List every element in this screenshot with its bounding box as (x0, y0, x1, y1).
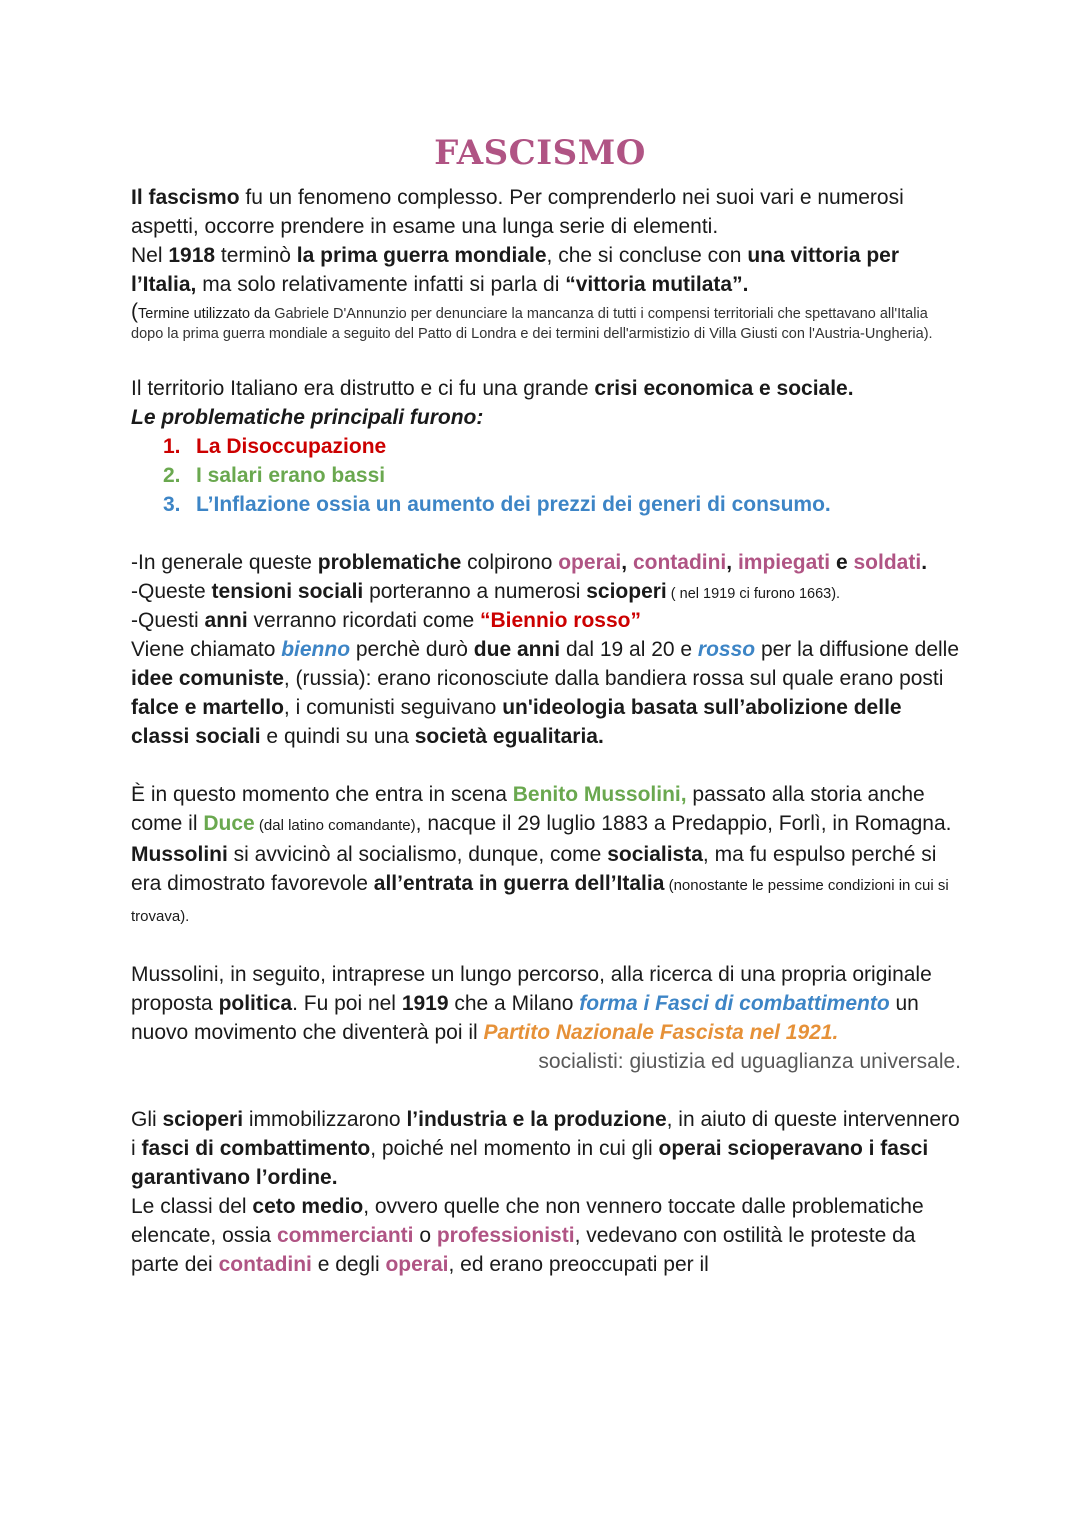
text-orange-italic: Partito Nazionale Fascista nel 1921. (483, 1021, 839, 1044)
paragraph-intro (131, 183, 961, 241)
note-vittoria-mutilata (131, 302, 961, 344)
text-pink: soldati (853, 551, 922, 574)
text-bold: scioperi (162, 1108, 244, 1131)
text-bold: socialista (607, 843, 703, 866)
text-small: ( nel 1919 ci furono 1663). (666, 586, 841, 602)
spacer (131, 751, 961, 780)
text: Gabriele D'Annunzio per denunciare la mancanza di tutti i compensi territoriali che spettavano all'Italia dopo la prima guerra mondiale a seguito del Patto di Londra e dei termini dell'armistizio di Villa Giusti con l'Austria-Ungheria). (131, 306, 933, 342)
text-bold: falce e martello (131, 696, 284, 719)
text-bold: idee comuniste (131, 667, 284, 690)
text: perchè durò (350, 638, 474, 661)
list-number: 3. (163, 493, 181, 516)
text-bold: fasci di combattimento (141, 1137, 371, 1160)
paragraph-ww1 (131, 241, 961, 299)
text: fu un fenomeno complesso. Per comprenderlo nei suoi vari e numerosi aspetti, occorre prendere in esame una lunga serie di elementi. (131, 186, 904, 238)
text-small: (dal latino comandante) (254, 817, 416, 834)
paragraph-affected (131, 548, 961, 577)
text-pink: impiegati (737, 551, 831, 574)
text: che a Milano (448, 992, 580, 1015)
paragraph-fasci (131, 960, 961, 1047)
text: e quindi su una (260, 725, 415, 748)
text-bold: anni (204, 609, 248, 632)
text: per la diffusione delle (755, 638, 960, 661)
spacer (131, 344, 961, 374)
text: , nacque il 29 luglio 1883 a Predappio, Forlì, in Romagna. (415, 812, 952, 835)
text-bold: tensioni sociali (211, 580, 364, 603)
text: Termine utilizzato da (138, 306, 271, 322)
page-title: FASCISMO (434, 133, 646, 173)
text-bold: . (921, 551, 928, 574)
text: o (413, 1224, 437, 1247)
text: È in questo momento che entra in scena (131, 783, 513, 806)
list-number: 2. (163, 464, 181, 487)
text-bold: crisi economica e sociale. (594, 377, 854, 400)
text: , vedevano con ostilità le proteste da parte dei (131, 1224, 916, 1276)
list-text: La Disoccupazione (196, 435, 387, 458)
list-text: L’Inflazione ossia un aumento dei prezzi dei generi di consumo. (196, 493, 831, 516)
paragraph-mussolini-socialism (131, 840, 961, 931)
text: terminò (215, 244, 297, 267)
list-item (163, 461, 961, 490)
text: , ed erano preoccupati per il (448, 1253, 709, 1276)
text-pink: operai (385, 1253, 449, 1276)
text-green: Benito Mussolini, (512, 783, 687, 806)
side-note-socialisti: socialisti: giustizia ed uguaglianza universale. (538, 1050, 961, 1073)
text: , i comunisti seguivano (283, 696, 503, 719)
text-bold: Mussolini (131, 843, 228, 866)
text-bold: e (830, 551, 854, 574)
text-bold: problematiche (317, 551, 462, 574)
text: si avvicinò al socialismo, dunque, come (227, 843, 608, 866)
text-bold: società egualitaria. (414, 725, 604, 748)
text-green: Duce (203, 812, 255, 835)
text-bold: la prima guerra mondiale (296, 244, 547, 267)
spacer (131, 1076, 961, 1105)
list-text: I salari erano bassi (196, 464, 386, 487)
text-pink: contadini (218, 1253, 312, 1276)
text-bold: , (621, 551, 633, 574)
text: dal 19 al 20 e (560, 638, 698, 661)
text: passato alla storia anche come il (131, 783, 925, 835)
text: -Questi (131, 609, 205, 632)
text-bold: due anni (473, 638, 561, 661)
text: , che si concluse con (546, 244, 748, 267)
paragraph-ceto-medio (131, 1192, 961, 1279)
text: Viene chiamato (131, 638, 282, 661)
paragraph-strikes (131, 577, 961, 606)
text: , poiché nel momento in cui gli (370, 1137, 659, 1160)
text: , ovvero quelle che non vennero toccate dalle problematiche elencate, ossia (131, 1195, 924, 1247)
text: -Queste (131, 580, 212, 603)
text-blue-italic: forma i Fasci di combattimento (579, 992, 890, 1015)
text: e degli (311, 1253, 386, 1276)
paragraph-mussolini-intro (131, 780, 961, 840)
text-bold: politica (218, 992, 293, 1015)
text-bold: un'ideologia basata sull’abolizione delle classi sociali (131, 696, 902, 748)
text: Mussolini, in seguito, intraprese un lungo percorso, alla ricerca di una propria originale proposta (131, 963, 932, 1015)
text-bold: , (726, 551, 738, 574)
text: Il territorio Italiano era distrutto e ci fu una grande (131, 377, 595, 400)
text: verranno ricordati come (247, 609, 480, 632)
text-pink: operai (558, 551, 622, 574)
text-bold: 1918 (168, 244, 216, 267)
text: colpirono (461, 551, 559, 574)
text: ma solo relativamente infatti si parla di (196, 273, 566, 296)
text-blue-italic: rosso (697, 638, 756, 661)
paragraph-strikes-order (131, 1105, 961, 1192)
text: , ma fu espulso perché si era dimostrato favorevole (131, 843, 937, 895)
problems-heading: Le problematiche principali furono: (131, 406, 484, 429)
text-small: (nonostante le pessime condizioni in cui si trovava). (131, 877, 949, 925)
text-bold: l’industria e la produzione (406, 1108, 667, 1131)
text-bold: 1919 (401, 992, 449, 1015)
paragraph-biennio (131, 606, 961, 635)
text: Gli (131, 1108, 163, 1131)
text-pink: professionisti (436, 1224, 575, 1247)
list-item (163, 432, 961, 461)
list-item (163, 490, 961, 519)
text-bold: all’entrata in guerra dell’Italia (373, 872, 665, 895)
text: porteranno a numerosi (363, 580, 587, 603)
spacer (131, 931, 961, 960)
spacer (131, 519, 961, 548)
text: ( (131, 300, 138, 323)
list-number: 1. (163, 435, 181, 458)
text-red: “Biennio rosso” (479, 609, 641, 632)
text: Le classi del (131, 1195, 253, 1218)
text-pink: commercianti (276, 1224, 414, 1247)
text-bold: ceto medio (252, 1195, 364, 1218)
text: -In generale queste (131, 551, 318, 574)
text-bold: Il fascismo (131, 186, 240, 209)
problems-list (131, 432, 961, 519)
text: un nuovo movimento che diventerà poi il (131, 992, 919, 1044)
document-body (131, 183, 961, 1279)
text-bold: operai scioperavano i fasci garantivano l’ordine. (131, 1137, 929, 1189)
text: , (russia): erano riconosciute dalla bandiera rossa sul quale erano posti (283, 667, 944, 690)
text: immobilizzarono (243, 1108, 407, 1131)
text: . Fu poi nel (292, 992, 402, 1015)
text-bold: una vittoria per l’Italia, (131, 244, 900, 296)
text-bold: “vittoria mutilata”. (565, 273, 749, 296)
text-blue-italic: bienno (281, 638, 351, 661)
text: , in aiuto di queste intervennero i (131, 1108, 960, 1160)
text: Nel (131, 244, 169, 267)
paragraph-crisis (131, 374, 961, 403)
text-bold: scioperi (586, 580, 667, 603)
text-pink: contadini (632, 551, 727, 574)
paragraph-biennio-explanation (131, 635, 961, 751)
